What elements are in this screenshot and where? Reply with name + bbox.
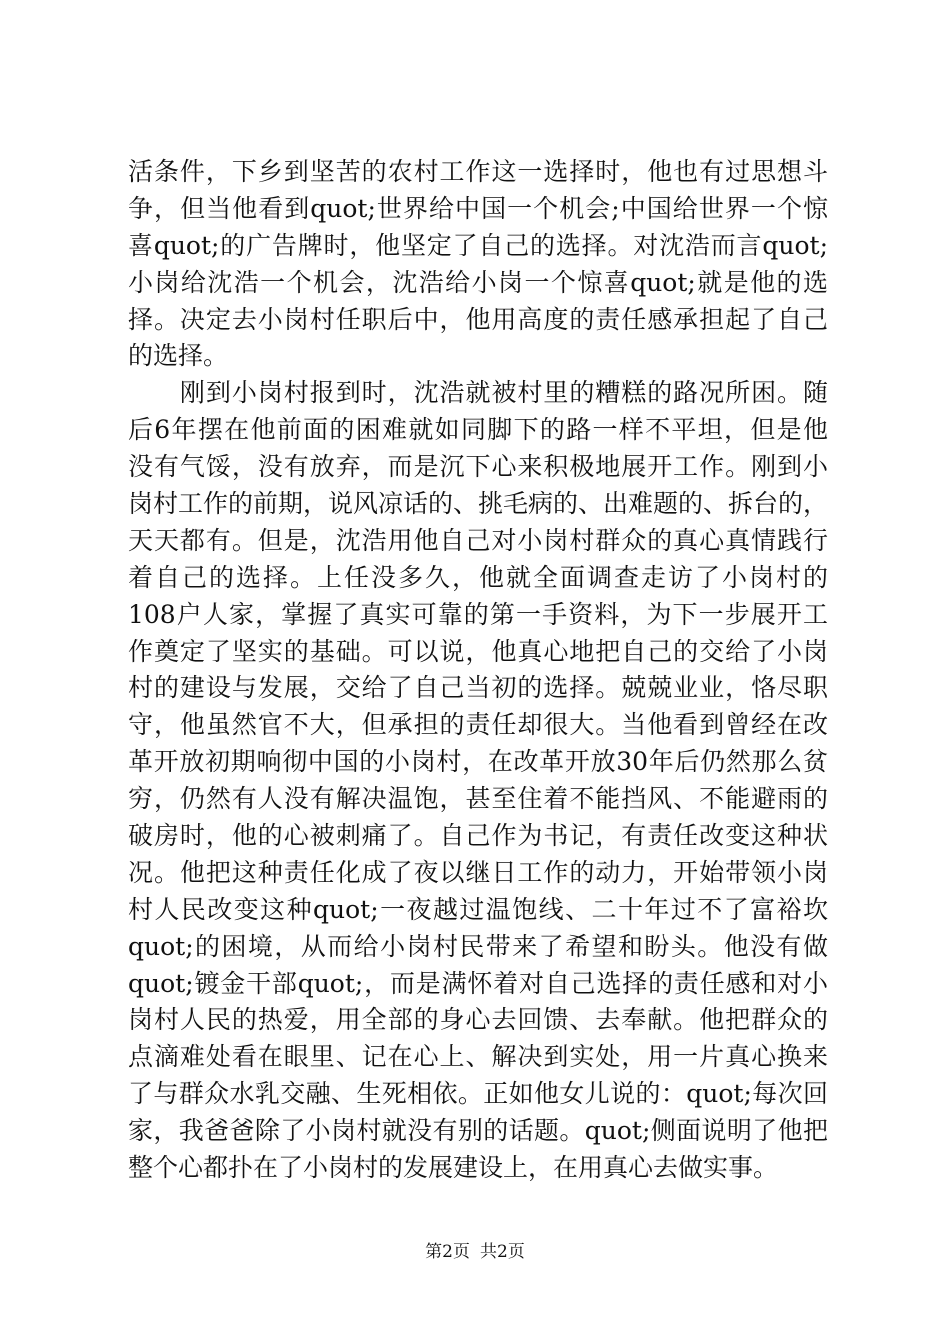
text-line: 家，我爸爸除了小岗村就没有别的话题。quot;侧面说明了他把 bbox=[128, 1116, 828, 1146]
text-line: quot;的困境，从而给小岗村民带来了希望和盼头。他没有做 bbox=[128, 931, 828, 961]
text-line: 岗村工作的前期，说风凉话的、挑毛病的、出难题的、拆台的， bbox=[128, 489, 829, 519]
text-line: 108户人家，掌握了真实可靠的第一手资料，为下一步展开工 bbox=[128, 599, 828, 629]
text-line: 村的建设与发展，交给了自己当初的选择。兢兢业业，恪尽职 bbox=[128, 673, 828, 703]
text-line: 村人民改变这种quot;一夜越过温饱线、二十年过不了富裕坎 bbox=[128, 894, 828, 924]
page-total: 共2页 bbox=[480, 1242, 525, 1262]
text-line: 况。他把这种责任化成了夜以继日工作的动力，开始带领小岗 bbox=[128, 857, 828, 887]
text-line: 点滴难处看在眼里、记在心上、解决到实处，用一片真心换来 bbox=[128, 1042, 828, 1072]
text-line: 活条件，下乡到坚苦的农村工作这一选择时，他也有过思想斗 bbox=[128, 157, 828, 186]
text-line: 破房时，他的心被刺痛了。自己作为书记，有责任改变这种状 bbox=[128, 821, 828, 851]
text-line: 守，他虽然官不大，但承担的责任却很大。当他看到曾经在改 bbox=[128, 710, 828, 740]
text-line: 刚到小岗村报到时，沈浩就被村里的糟糕的路况所困。随 bbox=[128, 378, 828, 408]
paragraph-2 bbox=[128, 375, 828, 1187]
page-footer bbox=[0, 1240, 950, 1264]
text-line: 小岗给沈浩一个机会，沈浩给小岗一个惊喜quot;就是他的选 bbox=[128, 267, 828, 297]
text-line: 作奠定了坚实的基础。可以说，他真心地把自己的交给了小岗 bbox=[128, 636, 828, 666]
text-line: 岗村人民的热爱，用全部的身心去回馈、去奉献。他把群众的 bbox=[128, 1005, 828, 1035]
text-line: 天天都有。但是，沈浩用他自己对小岗村群众的真心真情践行 bbox=[128, 525, 828, 555]
text-line: 择。决定去小岗村任职后中，他用高度的责任感承担起了自己 bbox=[128, 304, 828, 334]
text-line: 后6年摆在他前面的困难就如同脚下的路一样不平坦，但是他 bbox=[128, 415, 828, 445]
text-line: 整个心都扑在了小岗村的发展建设上，在用真心去做实事。 bbox=[128, 1153, 779, 1183]
text-line: 争，但当他看到quot;世界给中国一个机会;中国给世界一个惊 bbox=[128, 193, 828, 223]
text-line: quot;镀金干部quot;，而是满怀着对自己选择的责任感和对小 bbox=[128, 968, 828, 998]
paragraph-1 bbox=[128, 154, 828, 375]
page-number: 第2页 bbox=[425, 1242, 470, 1262]
text-line: 穷，仍然有人没有解决温饱，甚至住着不能挡风、不能避雨的 bbox=[128, 784, 828, 814]
text-line: 喜quot;的广告牌时，他坚定了自己的选择。对沈浩而言quot; bbox=[128, 230, 828, 260]
text-line: 着自己的选择。上任没多久，他就全面调查走访了小岗村的 bbox=[128, 562, 828, 592]
text-line: 没有气馁，没有放弃，而是沉下心来积极地展开工作。刚到小 bbox=[128, 452, 828, 482]
text-line: 了与群众水乳交融、生死相依。正如他女儿说的：quot;每次回 bbox=[128, 1079, 828, 1109]
text-line: 的选择。 bbox=[128, 341, 229, 371]
text-line: 革开放初期响彻中国的小岗村，在改革开放30年后仍然那么贫 bbox=[128, 747, 828, 777]
document-body bbox=[128, 154, 828, 1187]
